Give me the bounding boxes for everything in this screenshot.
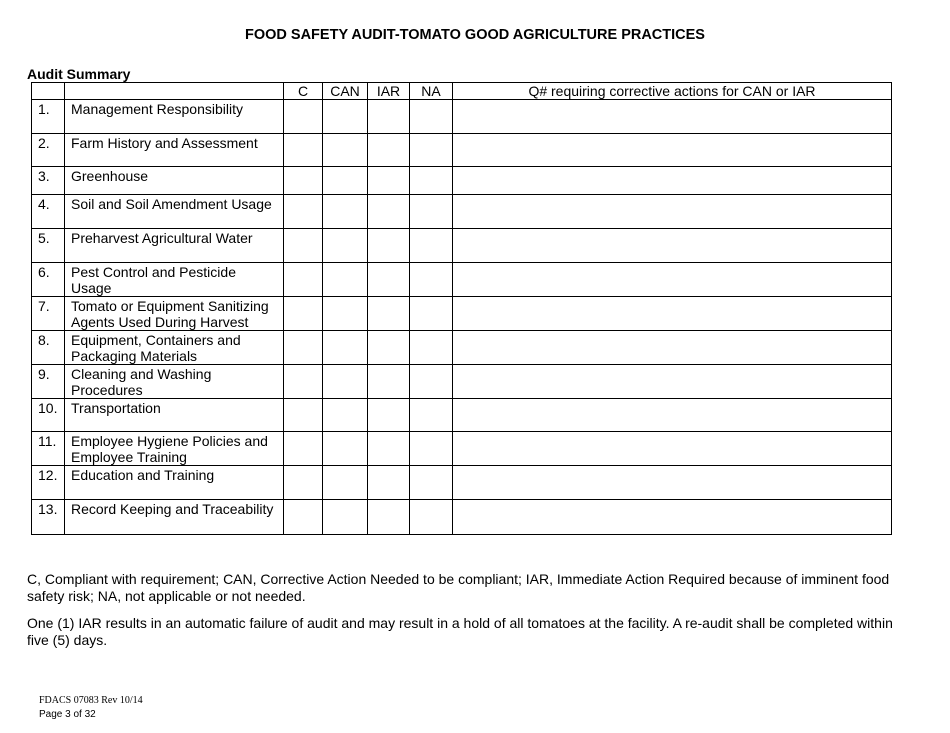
cell-can[interactable] — [323, 195, 368, 229]
cell-can[interactable] — [323, 365, 368, 399]
cell-can[interactable] — [323, 297, 368, 331]
audit-summary-table — [31, 82, 892, 535]
cell-corrective-questions[interactable] — [453, 365, 892, 399]
cell-c[interactable] — [284, 297, 323, 331]
row-category: Equipment, Containers and Packaging Materials — [65, 331, 284, 365]
cell-corrective-questions[interactable] — [453, 466, 892, 500]
header-can: CAN — [323, 83, 368, 100]
cell-can[interactable] — [323, 167, 368, 195]
cell-na[interactable] — [410, 134, 453, 167]
iar-note: One (1) IAR results in an automatic failure of audit and may result in a hold of all tomatoes at the facility. A re-audit shall be completed within five (5) days. — [27, 615, 893, 648]
row-category: Soil and Soil Amendment Usage — [65, 195, 284, 229]
cell-na[interactable] — [410, 263, 453, 297]
cell-c[interactable] — [284, 432, 323, 466]
row-category: Preharvest Agricultural Water — [65, 229, 284, 263]
cell-c[interactable] — [284, 365, 323, 399]
cell-can[interactable] — [323, 466, 368, 500]
cell-can[interactable] — [323, 229, 368, 263]
header-iar: IAR — [368, 83, 410, 100]
cell-corrective-questions[interactable] — [453, 229, 892, 263]
cell-corrective-questions[interactable] — [453, 500, 892, 535]
row-category: Record Keeping and Traceability — [65, 500, 284, 535]
table-row — [32, 399, 892, 432]
row-number: 7. — [32, 297, 65, 331]
cell-c[interactable] — [284, 466, 323, 500]
table-row — [32, 432, 892, 466]
cell-iar[interactable] — [368, 365, 410, 399]
cell-can[interactable] — [323, 432, 368, 466]
cell-corrective-questions[interactable] — [453, 263, 892, 297]
cell-c[interactable] — [284, 399, 323, 432]
cell-can[interactable] — [323, 331, 368, 365]
row-category: Education and Training — [65, 466, 284, 500]
row-number: 11. — [32, 432, 65, 466]
cell-iar[interactable] — [368, 297, 410, 331]
cell-corrective-questions[interactable] — [453, 167, 892, 195]
cell-can[interactable] — [323, 100, 368, 134]
cell-iar[interactable] — [368, 167, 410, 195]
cell-corrective-questions[interactable] — [453, 399, 892, 432]
cell-corrective-questions[interactable] — [453, 195, 892, 229]
cell-na[interactable] — [410, 331, 453, 365]
row-category: Cleaning and Washing Procedures — [65, 365, 284, 399]
row-category: Greenhouse — [65, 167, 284, 195]
cell-iar[interactable] — [368, 100, 410, 134]
section-heading: Audit Summary — [27, 66, 131, 82]
table-row — [32, 167, 892, 195]
row-category: Transportation — [65, 399, 284, 432]
header-category — [65, 83, 284, 100]
cell-c[interactable] — [284, 134, 323, 167]
table-row — [32, 134, 892, 167]
row-category: Pest Control and Pesticide Usage — [65, 263, 284, 297]
row-number: 6. — [32, 263, 65, 297]
cell-na[interactable] — [410, 466, 453, 500]
header-number — [32, 83, 65, 100]
cell-na[interactable] — [410, 195, 453, 229]
row-number: 12. — [32, 466, 65, 500]
row-number: 13. — [32, 500, 65, 535]
table-header-row — [32, 83, 892, 100]
row-number: 5. — [32, 229, 65, 263]
cell-na[interactable] — [410, 365, 453, 399]
document-title: FOOD SAFETY AUDIT-TOMATO GOOD AGRICULTURE PRACTICES — [245, 27, 705, 43]
page-number: Page 3 of 32 — [39, 709, 96, 720]
row-category: Tomato or Equipment Sanitizing Agents Used During Harvest — [65, 297, 284, 331]
header-na: NA — [410, 83, 453, 100]
cell-iar[interactable] — [368, 195, 410, 229]
table-row — [32, 263, 892, 297]
table-row — [32, 466, 892, 500]
table-row — [32, 297, 892, 331]
cell-c[interactable] — [284, 100, 323, 134]
cell-c[interactable] — [284, 500, 323, 535]
cell-iar[interactable] — [368, 263, 410, 297]
cell-iar[interactable] — [368, 466, 410, 500]
cell-can[interactable] — [323, 263, 368, 297]
cell-iar[interactable] — [368, 399, 410, 432]
cell-iar[interactable] — [368, 331, 410, 365]
row-number: 9. — [32, 365, 65, 399]
cell-corrective-questions[interactable] — [453, 134, 892, 167]
cell-iar[interactable] — [368, 229, 410, 263]
cell-corrective-questions[interactable] — [453, 297, 892, 331]
row-category: Farm History and Assessment — [65, 134, 284, 167]
cell-na[interactable] — [410, 229, 453, 263]
cell-c[interactable] — [284, 167, 323, 195]
row-number: 8. — [32, 331, 65, 365]
cell-na[interactable] — [410, 297, 453, 331]
cell-can[interactable] — [323, 500, 368, 535]
cell-na[interactable] — [410, 100, 453, 134]
table-row — [32, 229, 892, 263]
cell-na[interactable] — [410, 399, 453, 432]
table-row — [32, 100, 892, 134]
row-number: 2. — [32, 134, 65, 167]
cell-c[interactable] — [284, 331, 323, 365]
cell-c[interactable] — [284, 263, 323, 297]
table-row — [32, 500, 892, 535]
table-row — [32, 195, 892, 229]
row-number: 3. — [32, 167, 65, 195]
row-number: 1. — [32, 100, 65, 134]
cell-iar[interactable] — [368, 432, 410, 466]
row-category: Management Responsibility — [65, 100, 284, 134]
cell-corrective-questions[interactable] — [453, 331, 892, 365]
cell-c[interactable] — [284, 195, 323, 229]
table-row — [32, 365, 892, 399]
cell-iar[interactable] — [368, 500, 410, 535]
table-row — [32, 331, 892, 365]
cell-c[interactable] — [284, 229, 323, 263]
header-c: C — [284, 83, 323, 100]
cell-can[interactable] — [323, 399, 368, 432]
legend-definitions: C, Compliant with requirement; CAN, Corrective Action Needed to be compliant; IAR, Immediate Action Required because of imminent food safety risk; NA, not applicable or not needed. — [27, 571, 890, 604]
cell-corrective-questions[interactable] — [453, 432, 892, 466]
row-category: Employee Hygiene Policies and Employee Training — [65, 432, 284, 466]
cell-can[interactable] — [323, 134, 368, 167]
header-corrective-questions: Q# requiring corrective actions for CAN or IAR — [453, 83, 892, 100]
cell-na[interactable] — [410, 432, 453, 466]
row-number: 10. — [32, 399, 65, 432]
cell-na[interactable] — [410, 500, 453, 535]
row-number: 4. — [32, 195, 65, 229]
form-number: FDACS 07083 Rev 10/14 — [39, 695, 143, 706]
cell-na[interactable] — [410, 167, 453, 195]
cell-corrective-questions[interactable] — [453, 100, 892, 134]
cell-iar[interactable] — [368, 134, 410, 167]
